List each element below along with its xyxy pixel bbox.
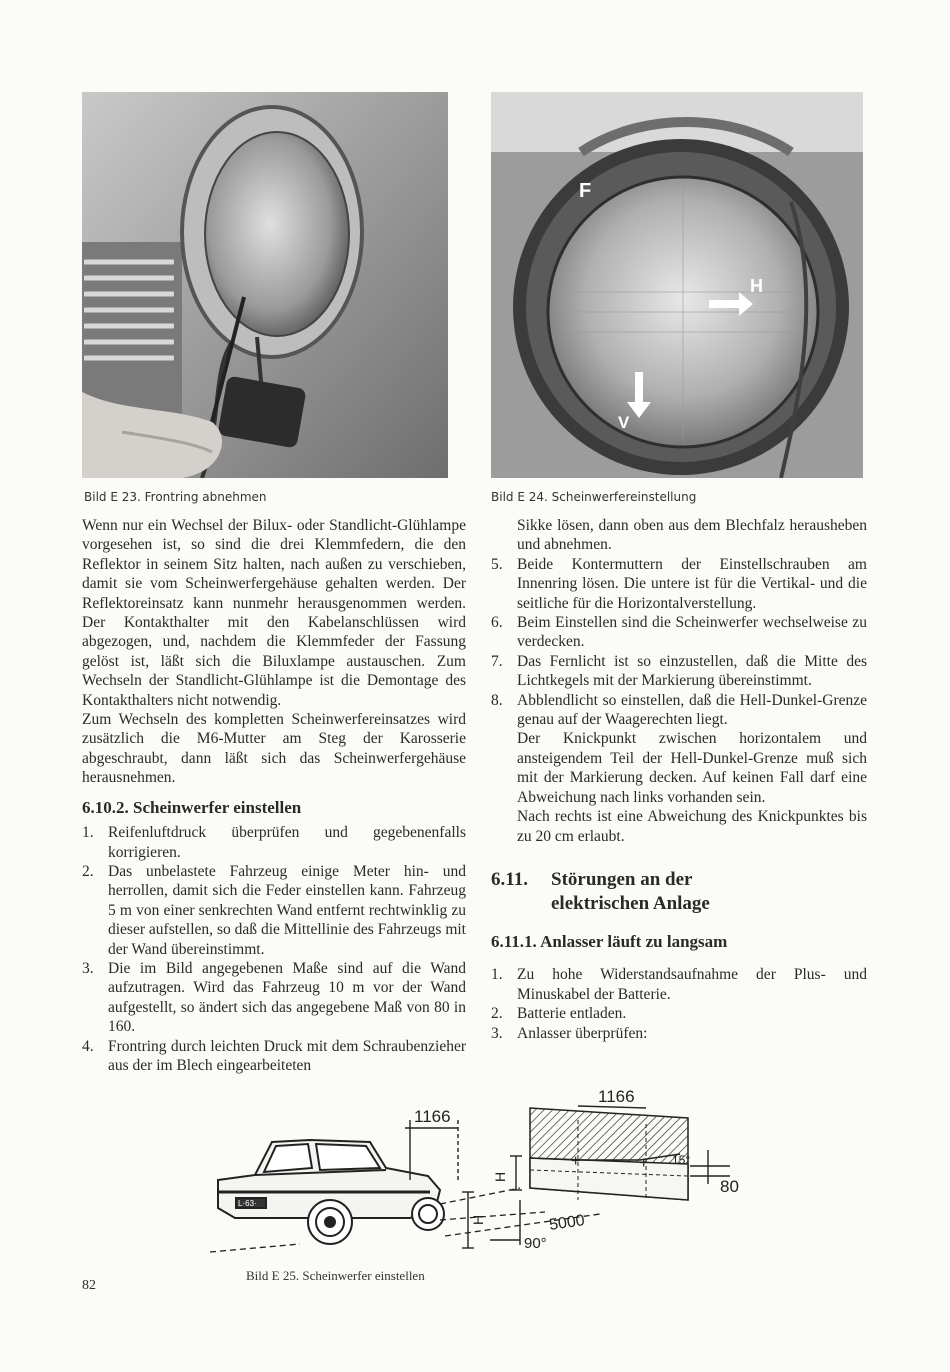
step-text: Frontring durch leichten Druck mit dem Schraubenzieher aus der im Blech eingearbeiteten — [108, 1037, 466, 1074]
section-heading-headlight-adjust: 6.10.2. Scheinwerfer einstellen — [82, 797, 302, 817]
step-text: Reifenluftdruck überprüfen und gegebenenfalls korrigieren. — [108, 824, 466, 861]
wall-target-illustration — [530, 1108, 691, 1200]
dimension-5000: 5000 — [548, 1212, 586, 1234]
step-8-detail: Der Knickpunkt zwischen horizontalem und ansteigendem Teil der Hell-Dunkel-Grenze muß sich mit der Markierung decken. Auf keinen Fall darf eine Abweichung nach links vorhanden sein. — [517, 730, 867, 806]
list-item — [82, 959, 466, 1037]
dimension-80: 80 — [720, 1177, 739, 1196]
chapter-number: 6.11. — [491, 868, 528, 890]
chapter-title: Störungen an der elektrischen Anlage — [551, 868, 710, 914]
step-number: 6. — [491, 614, 503, 632]
step-text: Beide Kontermuttern der Einstellschrauben am Innenring lösen. Die untere ist für die Vertikal- und die seitliche für die Horizontalverstellung. — [517, 555, 867, 612]
list-item — [491, 613, 867, 652]
step-number: 8. — [491, 691, 503, 709]
step-text: Abblendlicht so einstellen, daß die Hell-Dunkel-Grenze genau auf der Waagerechten liegt. — [517, 691, 867, 729]
caption-diagram: Bild E 25. Scheinwerfer einstellen — [246, 1268, 425, 1283]
step-text: Die im Bild angegebenen Maße sind auf die Wand aufzutragen. Wird das Fahrzeug 10 m vor der Wand aufgestellt, so ändert sich das angegebene Maß von 80 in 160. — [108, 959, 466, 1036]
dimension-1166-wall: 1166 — [598, 1087, 635, 1106]
left-column — [82, 516, 466, 1075]
license-plate-text: L·63· — [238, 1199, 257, 1208]
paragraph-bulb-change: Wenn nur ein Wechsel der Bilux- oder Standlicht-Glühlampe vorgesehen ist, so sind die drei Klemmfedern, die den Reflektor in seinem Sitz halten, nach außen zu verschieben, damit sie vom Scheinwerfergehäuse gehalten werden. Der Reflektoreinsatz kann nunmehr herausgenommen werden. Der Kontakthalter mit den Kabelanschlüssen wird abgezogen, und, nachdem die Klemmfeder der Fassung gelöst ist, läßt sich die Biluxlampe austauschen. Zum Wechseln der Standlicht-Glühlampe ist die Demontage des Kontakthalters nicht notwendig. — [82, 517, 466, 709]
list-item — [82, 1037, 466, 1076]
dimension-1166-car: 1166 — [414, 1107, 451, 1126]
list-item — [491, 1004, 867, 1023]
diagram-headlight-adjustment — [200, 1080, 760, 1270]
dimension-15-degree: 15° — [672, 1153, 691, 1167]
step-4-continuation: Sikke lösen, dann oben aus dem Blechfalz herausheben und abnehmen. — [517, 517, 867, 554]
step-number: 2. — [491, 1005, 503, 1023]
dimension-h-car: H — [470, 1214, 486, 1225]
step-text: Zu hohe Widerstandsaufnahme der Plus- und Minuskabel der Batterie. — [517, 966, 867, 1003]
crosshair-left-icon: + — [571, 1153, 581, 1170]
list-item — [491, 691, 867, 730]
caption-photo-right: Bild E 24. Scheinwerfereinstellung — [491, 490, 697, 504]
step-number: 5. — [491, 555, 503, 573]
paragraph-insert-change: Zum Wechseln des kompletten Scheinwerfereinsatzes wird zusätzlich die M6-Mutter am Steg der Karosserie abgeschraubt, dann läßt sich das Scheinwerfergehäuse herausnehmen. — [82, 711, 466, 787]
crosshair-right-icon: + — [639, 1155, 649, 1172]
list-item — [82, 823, 466, 862]
marker-v-label: V — [618, 413, 630, 432]
marker-f-label: F — [579, 180, 592, 202]
step-8-tolerance: Nach rechts ist eine Abweichung des Knickpunktes bis zu 20 cm erlaubt. — [517, 808, 867, 845]
caption-photo-left: Bild E 23. Frontring abnehmen — [84, 490, 267, 504]
list-item — [82, 862, 466, 959]
list-item — [491, 652, 867, 691]
photo-headlight-adjustment — [491, 92, 863, 478]
list-item — [491, 555, 867, 613]
step-number: 2. — [82, 862, 94, 880]
right-column — [491, 516, 867, 1043]
step-number: 3. — [82, 959, 94, 977]
step-text: Das unbelastete Fahrzeug einige Meter hin- und herrollen, damit sich die Feder einstellen kann. Fahrzeug 5 m von einer senkrechten Wand entfernt rechtwinklig zu dieser aufstellen, so daß die Mittellinie des Fahrzeugs mit der Wand übereinstimmt. — [108, 862, 466, 958]
photo-frontring-removal — [82, 92, 448, 478]
marker-h-label: H — [750, 276, 763, 296]
step-text: Batterie entladen. — [517, 1005, 627, 1023]
dimension-90-degree: 90° — [524, 1235, 547, 1252]
sub-heading-starter-slow: 6.11.1. Anlasser läuft zu langsam — [491, 931, 728, 951]
step-text: Das Fernlicht ist so einzustellen, daß die Mitte des Lichtkegels mit der Markierung übereinstimmt. — [517, 652, 867, 690]
step-number: 1. — [491, 966, 503, 984]
step-number: 4. — [82, 1037, 94, 1055]
step-number: 7. — [491, 652, 503, 670]
chapter-heading — [491, 868, 867, 916]
page-number: 82 — [82, 1278, 96, 1293]
step-text: Anlasser überprüfen: — [517, 1024, 648, 1042]
step-number: 1. — [82, 824, 94, 842]
list-item — [491, 1024, 867, 1043]
step-number: 3. — [491, 1024, 503, 1042]
list-item — [491, 965, 867, 1004]
dimension-h-wall: H — [492, 1171, 508, 1182]
step-text: Beim Einstellen sind die Scheinwerfer wechselweise zu verdecken. — [517, 614, 867, 651]
